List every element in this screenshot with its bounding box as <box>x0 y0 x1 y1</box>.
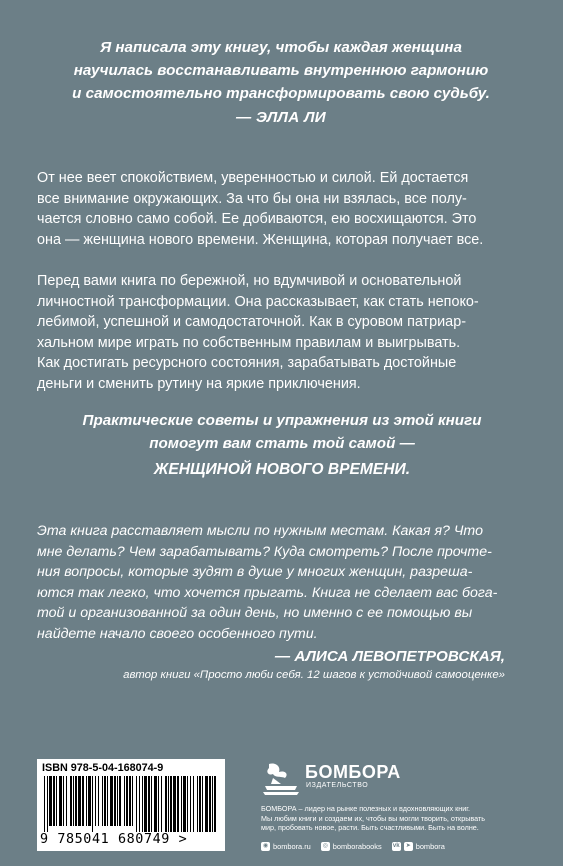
publisher-links <box>261 842 445 851</box>
highlight-line: Практические советы и упражнения из этой книги <box>82 412 482 429</box>
epigraph-line: Я написала эту книгу, чтобы каждая женщина <box>100 39 462 56</box>
review-line: ния вопросы, которые зудят в душе у многих женщин, разреша- <box>37 564 473 581</box>
text-line: все внимание окружающих. За что бы она ни взялась, все полу- <box>37 190 467 207</box>
publisher-subtitle: ИЗДАТЕЛЬСТВО <box>306 782 369 789</box>
review-line: найдете начало своего особенного пути. <box>37 625 318 642</box>
publisher-name: БОМБОРА <box>305 762 401 782</box>
isbn-number: ISBN 978-5-04-168074-9 <box>42 762 164 774</box>
website-link-label: bombora.ru <box>273 842 311 851</box>
vk-icon: vk <box>392 843 400 849</box>
website-link[interactable] <box>261 842 311 851</box>
description-paragraph-1 <box>37 168 527 250</box>
social-link-label: bomborabooks <box>332 842 382 851</box>
text-line: деньги и сменить рутину на яркие приключения. <box>37 375 361 392</box>
review-quote <box>37 521 527 645</box>
publisher-desc-line: мир, пробовать новое, расти. Быть счастливыми. Быть на волне. <box>261 823 479 833</box>
publisher-desc-line: БОМБОРА – лидер на рынке полезных и вдохновляющих книг. <box>261 804 470 813</box>
review-line: ются так легко, что хочется прыгать. Книга не сделает вас бога- <box>37 584 498 601</box>
text-line: Перед вами книга по бережной, но вдумчивой и основательной <box>37 273 462 289</box>
epigraph-author: — ЭЛЛА ЛИ <box>235 109 327 126</box>
highlight-line: ЖЕНЩИНОЙ НОВОГО ВРЕМЕНИ. <box>153 461 411 478</box>
review-line: Эта книга расставляет мысли по нужным местам. Какая я? Что <box>37 523 483 539</box>
publisher-description <box>261 804 531 833</box>
review-author-role: автор книги «Просто люби себя. 12 шагов к устойчивой самооценке» <box>123 669 505 681</box>
barcode-bars <box>42 776 220 832</box>
epigraph-quote <box>60 36 502 129</box>
barcode-digits: 9 785041 680749 > <box>40 832 188 847</box>
highlight-callout <box>40 410 524 482</box>
messenger-link-label: bombora <box>415 842 445 851</box>
epigraph-line: научилась восстанавливать внутреннюю гармонию <box>73 62 489 79</box>
text-line: она — женщина нового времени. Женщина, которая получает все. <box>37 231 484 248</box>
epigraph-line: и самостоятельно трансформировать свою судьбу. <box>72 85 490 102</box>
messenger-link[interactable] <box>392 842 445 851</box>
social-link[interactable] <box>321 842 382 851</box>
text-line: хальном мире играть по собственным правилам и выигрывать. <box>37 334 461 351</box>
text-line: Как достигать ресурсного состояния, зарабатывать достойные <box>37 355 457 372</box>
globe-icon: ◉ <box>262 843 269 849</box>
review-line: той и организованной за один день, но именно с ее помощью вы <box>37 605 473 622</box>
isbn-barcode <box>37 759 225 851</box>
publisher-desc-line: Мы любим книги и создаем их, чтобы вы могли творить, открывать <box>261 813 485 823</box>
review-author: — АЛИСА ЛЕВОПЕТРОВСКАЯ, <box>274 648 505 665</box>
text-line: чается словно само собой. Ее добиваются, ею восхищаются. Это <box>37 211 477 228</box>
bombora-logo-icon <box>261 760 301 796</box>
text-line: лебимой, успешной и самодостаточной. Как в суровом патриар- <box>37 314 466 331</box>
social-icon: ◎ <box>322 843 328 849</box>
description-paragraph-2 <box>37 271 527 395</box>
review-line: мне делать? Чем зарабатывать? Куда смотреть? После прочте- <box>37 543 492 560</box>
text-line: личностной трансформации. Она рассказывает, как стать непоко- <box>37 293 479 310</box>
highlight-line: помогут вам стать той самой — <box>149 434 415 452</box>
telegram-icon: ➤ <box>405 843 411 849</box>
text-line: От нее веет спокойствием, уверенностью и силой. Ей достается <box>37 170 469 186</box>
